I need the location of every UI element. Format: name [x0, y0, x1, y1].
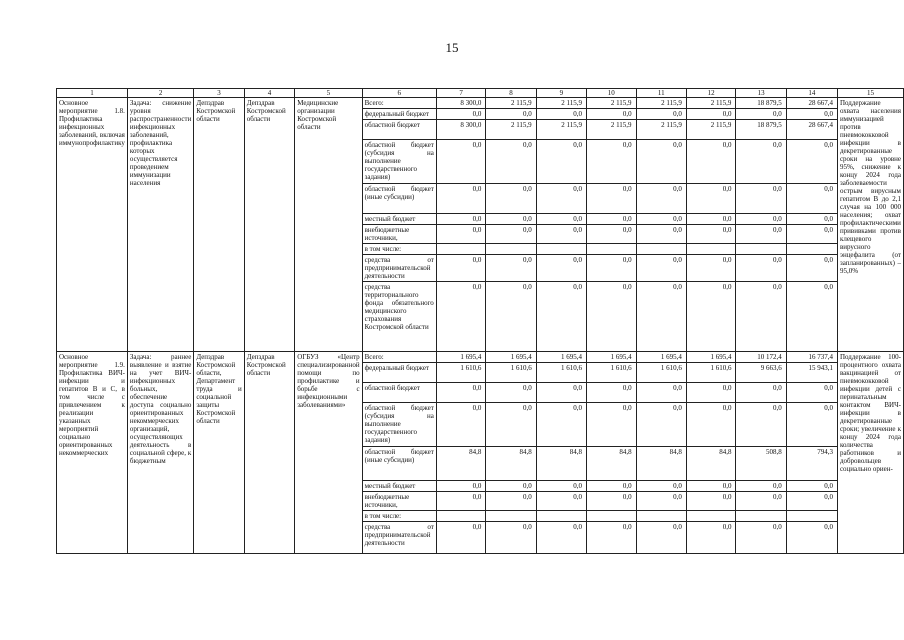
- amount-cell: 1 610,6: [636, 363, 686, 383]
- amount-cell: 0,0: [636, 109, 686, 120]
- amount-cell: [587, 244, 637, 255]
- amount-cell: 0,0: [486, 109, 536, 120]
- measure-name: Основное мероприятие 1.8. Профилактика инфекционных заболеваний, включая иммунопрофилактику: [57, 98, 128, 352]
- amount-cell: 0,0: [736, 255, 786, 282]
- funding-source-label: в том числе:: [362, 511, 436, 522]
- amount-cell: 0,0: [736, 403, 786, 447]
- amount-cell: 0,0: [686, 225, 736, 244]
- funding-source-label: внебюджетные источники,: [362, 225, 436, 244]
- funding-source-label: средства от предпринимательской деятельности: [362, 522, 436, 554]
- amount-cell: 0,0: [686, 109, 736, 120]
- amount-cell: 794,3: [786, 447, 837, 481]
- column-header: 8: [486, 89, 536, 98]
- column-header: 2: [127, 89, 193, 98]
- funding-source-label: средства территориального фонда обязательного медицинского страхования Костромской области: [362, 282, 436, 352]
- amount-cell: 0,0: [636, 140, 686, 184]
- amount-cell: 0,0: [536, 403, 586, 447]
- amount-cell: 0,0: [436, 481, 486, 492]
- page-number: 15: [445, 40, 459, 55]
- column-header: 13: [736, 89, 786, 98]
- amount-cell: 84,8: [636, 447, 686, 481]
- amount-cell: 0,0: [436, 282, 486, 352]
- amount-cell: 2 115,9: [536, 120, 586, 140]
- amount-cell: 84,8: [686, 447, 736, 481]
- amount-cell: 0,0: [436, 225, 486, 244]
- amount-cell: [486, 244, 536, 255]
- amount-cell: 0,0: [536, 522, 586, 554]
- funding-source-label: местный бюджет: [362, 481, 436, 492]
- amount-cell: 0,0: [587, 282, 637, 352]
- amount-cell: 0,0: [486, 403, 536, 447]
- amount-cell: 0,0: [587, 481, 637, 492]
- amount-cell: 0,0: [736, 481, 786, 492]
- amount-cell: 0,0: [786, 255, 837, 282]
- amount-cell: 0,0: [636, 214, 686, 225]
- funding-source-label: средства от предпринимательской деятельности: [362, 255, 436, 282]
- column-header: 4: [244, 89, 294, 98]
- amount-cell: 0,0: [436, 255, 486, 282]
- amount-cell: 0,0: [786, 383, 837, 403]
- amount-cell: 0,0: [686, 383, 736, 403]
- funding-source-label: областной бюджет: [362, 120, 436, 140]
- amount-cell: 0,0: [636, 522, 686, 554]
- amount-cell: 0,0: [686, 140, 736, 184]
- funding-source-label: внебюджетные источники,: [362, 492, 436, 511]
- expected-result: Поддержание 100-процентного охвата вакцинацией от пневмококковой инфекции детей с перинатальным контактом ВИЧ-инфекции в декретированные сроки; увеличение к концу 2024 года количества работников и добровольцев социально ориен-: [837, 352, 903, 554]
- column-header: 9: [536, 89, 586, 98]
- funding-source-label: федеральный бюджет: [362, 109, 436, 120]
- amount-cell: 0,0: [486, 383, 536, 403]
- amount-cell: 0,0: [686, 481, 736, 492]
- amount-cell: 0,0: [536, 481, 586, 492]
- amount-cell: 2 115,9: [486, 120, 536, 140]
- amount-cell: [786, 244, 837, 255]
- amount-cell: 2 115,9: [686, 98, 736, 109]
- amount-cell: 0,0: [587, 255, 637, 282]
- funding-source-label: Всего:: [362, 98, 436, 109]
- amount-cell: 2 115,9: [587, 98, 637, 109]
- amount-cell: 84,8: [536, 447, 586, 481]
- funding-source-label: в том числе:: [362, 244, 436, 255]
- amount-cell: 28 667,4: [786, 98, 837, 109]
- amount-cell: 0,0: [536, 109, 586, 120]
- amount-cell: 0,0: [486, 184, 536, 214]
- amount-cell: 0,0: [686, 255, 736, 282]
- amount-cell: 1 695,4: [486, 352, 536, 363]
- amount-cell: [436, 511, 486, 522]
- amount-cell: 0,0: [736, 282, 786, 352]
- amount-cell: 1 695,4: [536, 352, 586, 363]
- measure-task: Задача: снижение уровня распространенности инфекционных заболеваний, профилактика которых осуществляется проведением иммунизации населения: [127, 98, 193, 352]
- amount-cell: 0,0: [736, 214, 786, 225]
- amount-cell: 0,0: [536, 255, 586, 282]
- amount-cell: 0,0: [786, 225, 837, 244]
- amount-cell: 16 737,4: [786, 352, 837, 363]
- funding-source-label: областной бюджет (иные субсидии): [362, 447, 436, 481]
- table-row: [57, 98, 904, 109]
- amount-cell: 0,0: [536, 492, 586, 511]
- amount-cell: 0,0: [736, 184, 786, 214]
- amount-cell: 0,0: [786, 140, 837, 184]
- amount-cell: [636, 511, 686, 522]
- column-header: 11: [636, 89, 686, 98]
- amount-cell: [686, 244, 736, 255]
- column-header: 15: [837, 89, 903, 98]
- amount-cell: 0,0: [686, 214, 736, 225]
- amount-cell: 0,0: [587, 109, 637, 120]
- amount-cell: 1 695,4: [587, 352, 637, 363]
- amount-cell: 2 115,9: [536, 98, 586, 109]
- amount-cell: 0,0: [736, 383, 786, 403]
- funding-source-label: федеральный бюджет: [362, 363, 436, 383]
- amount-cell: 9 663,6: [736, 363, 786, 383]
- amount-cell: 0,0: [686, 184, 736, 214]
- funding-source-label: местный бюджет: [362, 214, 436, 225]
- amount-cell: 0,0: [536, 184, 586, 214]
- amount-cell: 0,0: [436, 492, 486, 511]
- amount-cell: [636, 244, 686, 255]
- amount-cell: 0,0: [536, 282, 586, 352]
- column-number-row: [57, 89, 904, 98]
- amount-cell: 2 115,9: [486, 98, 536, 109]
- amount-cell: 15 943,1: [786, 363, 837, 383]
- amount-cell: [536, 511, 586, 522]
- funding-source-label: областной бюджет (субсидия на выполнение государственного задания): [362, 403, 436, 447]
- amount-cell: 0,0: [786, 282, 837, 352]
- amount-cell: 0,0: [786, 481, 837, 492]
- amount-cell: 0,0: [636, 383, 686, 403]
- amount-cell: 0,0: [636, 481, 686, 492]
- amount-cell: 0,0: [736, 140, 786, 184]
- amount-cell: 0,0: [436, 403, 486, 447]
- amount-cell: 0,0: [486, 140, 536, 184]
- funding-source-label: Всего:: [362, 352, 436, 363]
- amount-cell: 508,8: [736, 447, 786, 481]
- amount-cell: [786, 511, 837, 522]
- amount-cell: 0,0: [636, 492, 686, 511]
- amount-cell: 0,0: [786, 403, 837, 447]
- amount-cell: 0,0: [636, 255, 686, 282]
- amount-cell: 0,0: [486, 225, 536, 244]
- amount-cell: 0,0: [587, 492, 637, 511]
- amount-cell: 0,0: [587, 225, 637, 244]
- amount-cell: 2 115,9: [636, 120, 686, 140]
- amount-cell: [486, 511, 536, 522]
- column-header: 6: [362, 89, 436, 98]
- amount-cell: 1 610,6: [686, 363, 736, 383]
- amount-cell: [736, 244, 786, 255]
- amount-cell: 18 879,5: [736, 120, 786, 140]
- column-header: 3: [194, 89, 244, 98]
- amount-cell: 84,8: [587, 447, 637, 481]
- amount-cell: 0,0: [486, 492, 536, 511]
- amount-cell: 0,0: [436, 522, 486, 554]
- amount-cell: 2 115,9: [636, 98, 686, 109]
- program-table: [56, 88, 904, 554]
- amount-cell: 1 695,4: [436, 352, 486, 363]
- amount-cell: 0,0: [536, 383, 586, 403]
- amount-cell: 28 667,4: [786, 120, 837, 140]
- amount-cell: 8 300,0: [436, 98, 486, 109]
- amount-cell: 0,0: [786, 184, 837, 214]
- amount-cell: 0,0: [786, 109, 837, 120]
- amount-cell: 0,0: [686, 492, 736, 511]
- amount-cell: [736, 511, 786, 522]
- amount-cell: 84,8: [436, 447, 486, 481]
- amount-cell: 0,0: [436, 184, 486, 214]
- expected-result: Поддержание охвата населения иммунизацией против пневмококковой инфекции в декретированные сроки на уровне 95%, снижение к концу 2024 года заболеваемости острым вирусным гепатитом В до 2,1 случая на 100 000 населения; охват профилактическими прививками против клещевого вирусного энцефалита (от запланированных) – 95,0%: [837, 98, 903, 352]
- participant: Медицинские организации Костромской области: [295, 98, 362, 352]
- amount-cell: 0,0: [636, 282, 686, 352]
- amount-cell: [686, 511, 736, 522]
- table-row: [57, 352, 904, 363]
- amount-cell: [536, 244, 586, 255]
- amount-cell: 2 115,9: [587, 120, 637, 140]
- amount-cell: 0,0: [587, 522, 637, 554]
- amount-cell: 0,0: [436, 140, 486, 184]
- amount-cell: 1 610,6: [436, 363, 486, 383]
- amount-cell: 0,0: [736, 492, 786, 511]
- amount-cell: 0,0: [486, 481, 536, 492]
- co-executor: Депздрав Костромской области: [244, 352, 294, 554]
- co-executor: Депздрав Костромской области: [244, 98, 294, 352]
- amount-cell: 0,0: [536, 225, 586, 244]
- measure-name: Основное мероприятие 1.9. Профилактика ВИЧ-инфекции и гепатитов В и С, в том числе с привлечением к реализации указанных мероприятий социально ориентированных некоммерческих: [57, 352, 128, 554]
- amount-cell: 0,0: [587, 184, 637, 214]
- amount-cell: 0,0: [636, 184, 686, 214]
- amount-cell: 0,0: [486, 282, 536, 352]
- amount-cell: 0,0: [786, 214, 837, 225]
- amount-cell: 1 695,4: [636, 352, 686, 363]
- amount-cell: 0,0: [436, 383, 486, 403]
- responsible-executor: Депздрав Костромской области, Департамент труда и социальной защиты Костромской области: [194, 352, 244, 554]
- amount-cell: 18 879,5: [736, 98, 786, 109]
- amount-cell: 1 610,6: [536, 363, 586, 383]
- amount-cell: 8 300,0: [436, 120, 486, 140]
- amount-cell: 10 172,4: [736, 352, 786, 363]
- amount-cell: 0,0: [536, 140, 586, 184]
- measure-task: Задача: раннее выявление и взятие на учет ВИЧ-инфекционных больных, обеспечение доступа социально ориентированных некоммерческих организаций, осуществляющих деятельность в социальной сфере, к бюджетным: [127, 352, 193, 554]
- amount-cell: 0,0: [587, 214, 637, 225]
- amount-cell: 0,0: [636, 403, 686, 447]
- amount-cell: 0,0: [486, 255, 536, 282]
- funding-source-label: областной бюджет (иные субсидии): [362, 184, 436, 214]
- funding-source-label: областной бюджет: [362, 383, 436, 403]
- column-header: 1: [57, 89, 128, 98]
- participant: ОГБУЗ «Центр специализированной помощи по профилактике и борьбе с инфекционными заболеваниями»: [295, 352, 362, 554]
- column-header: 10: [587, 89, 637, 98]
- amount-cell: 0,0: [686, 282, 736, 352]
- column-header: 14: [786, 89, 837, 98]
- amount-cell: 0,0: [486, 214, 536, 225]
- responsible-executor: Депздрав Костромской области: [194, 98, 244, 352]
- amount-cell: 0,0: [686, 522, 736, 554]
- column-header: 7: [436, 89, 486, 98]
- amount-cell: 0,0: [587, 140, 637, 184]
- amount-cell: 1 695,4: [686, 352, 736, 363]
- amount-cell: 0,0: [536, 214, 586, 225]
- amount-cell: 0,0: [736, 225, 786, 244]
- amount-cell: 1 610,6: [587, 363, 637, 383]
- amount-cell: [436, 244, 486, 255]
- amount-cell: 0,0: [486, 522, 536, 554]
- amount-cell: 0,0: [736, 109, 786, 120]
- funding-source-label: областной бюджет (субсидия на выполнение государственного задания): [362, 140, 436, 184]
- amount-cell: 1 610,6: [486, 363, 536, 383]
- amount-cell: [587, 511, 637, 522]
- amount-cell: 0,0: [436, 214, 486, 225]
- amount-cell: 0,0: [636, 225, 686, 244]
- amount-cell: 0,0: [786, 522, 837, 554]
- amount-cell: 0,0: [587, 403, 637, 447]
- amount-cell: 0,0: [436, 109, 486, 120]
- amount-cell: 84,8: [486, 447, 536, 481]
- amount-cell: 0,0: [736, 522, 786, 554]
- amount-cell: 0,0: [587, 383, 637, 403]
- amount-cell: 0,0: [686, 403, 736, 447]
- amount-cell: 0,0: [786, 492, 837, 511]
- column-header: 12: [686, 89, 736, 98]
- column-header: 5: [295, 89, 362, 98]
- amount-cell: 2 115,9: [686, 120, 736, 140]
